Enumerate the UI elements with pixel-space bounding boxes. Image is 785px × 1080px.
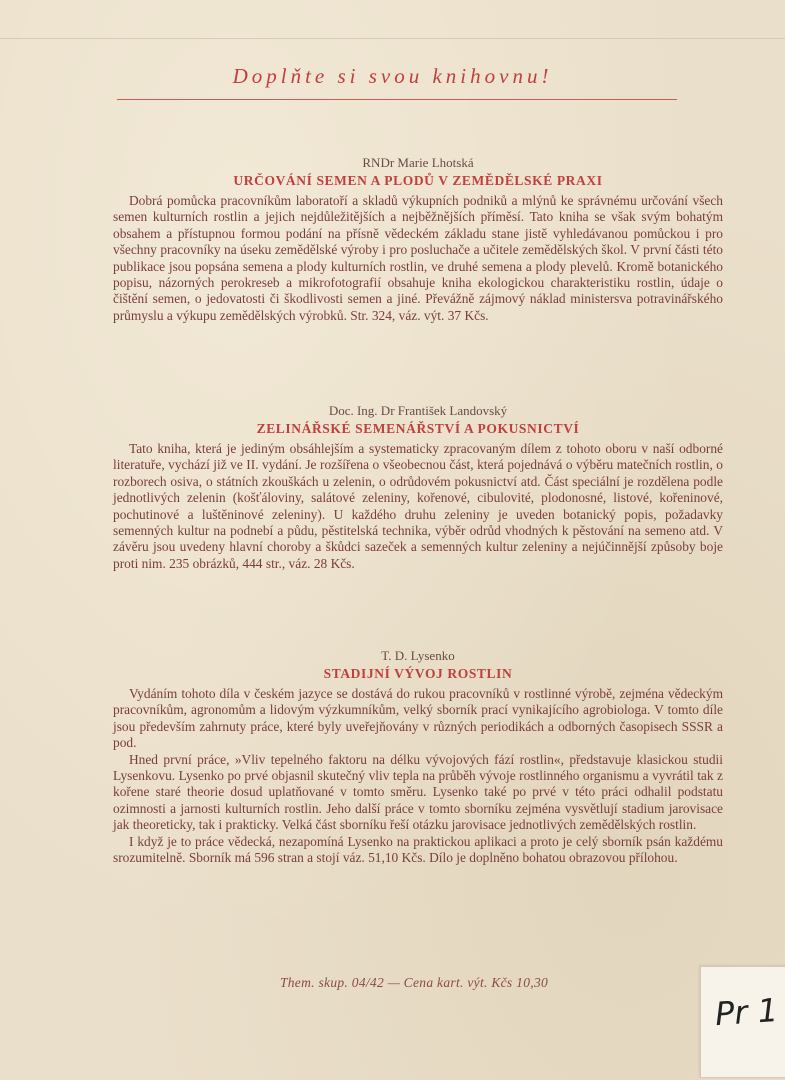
book-author: T. D. Lysenko	[381, 648, 455, 663]
header-divider	[117, 99, 677, 100]
book-description: I když je to práce vědecká, nezapomíná Lysenko na praktickou aplikaci a proto je celý sborník psán každému srozumitelně. Sborník má 596 stran a stojí váz. 51,10 Kčs. Dílo je doplněno bohatou obrazovou přílohou.	[113, 833, 723, 866]
price-footer: Them. skup. 04/42 — Cena kart. výt. Kčs 10,30	[279, 975, 549, 990]
book-entry-landovsky	[113, 403, 723, 572]
library-sticker	[700, 966, 785, 1078]
handwritten-shelf-mark: Pr 1	[713, 990, 780, 1034]
book-entry-lysenko	[113, 648, 723, 866]
book-author: Doc. Ing. Dr František Landovský	[328, 403, 508, 418]
book-description: Dobrá pomůcka pracovníkům laboratoří a skladů výkupních podniků a mlýnů ke správnému určování všech semen kulturních rostlin a jejich nejdůležitějších a nejběžnějších příměsí. Tato kniha se však svým bohatým obsahem a přístupnou formou podání na přísně vědeckém základu stane jistě vyhledávanou pomůckou i pro všechny pracovníky na úseku zemědělské výroby i pro posluchače a učitele zemědělských škol. V první části této publikace jsou popsána semena a plody kulturních rostlin, ve druhé semena a plody plevelů. Kromě botanického popisu, názorných perokreseb a mikrofotografií obsahuje kniha ekologickou charakteristiku rostlin, údaje o čištění semen, o jedovatosti či škodlivosti semen a jiné. Převážně zájmový náklad ministersva potravinářského průmyslu a výkupu zemědělských výrobků. Str. 324, váz. výt. 37 Kčs.	[113, 193, 723, 323]
book-title: URČOVÁNÍ SEMEN A PLODŮ V ZEMĚDĚLSKÉ PRAXI	[233, 173, 603, 188]
page-header: Doplňte si svou knihovnu!	[232, 64, 553, 88]
book-description: Hned první práce, »Vliv tepelného faktoru na délku vývojových fází rostlin«, představuje klasickou studii Lysenkovu. Lysenko po prvé objasnil skutečný vliv tepla na průběh vývoje rostlinného organismu a vyvrátil tak z kořene staré theorie dosud uplatňované v tomto směru. Lysenko také po prvé v této práci odhalil podstatu ozimnosti a jarnosti kulturních rostlin. Jeho další práce v tomto sborníku zejména vysvětlují stadium jarovisace jak theoreticky, tak i prakticky. Velká část sborníku řeší otázku jarovisace jednotlivých zemědělských rostlin.	[113, 751, 723, 833]
book-entry-lhotska	[113, 155, 723, 324]
book-description: Tato kniha, která je jediným obsáhlejším a systematicky zpracovaným dílem z tohoto oboru v naší odborné literatuře, vychází již ve II. vydání. Je rozšířena o všeobecnou část, která pojednává o výběru matečních rostlin, o rozborech osiva, o státních zkouškách u zelenin, o odrůdovém pokusnictví atd. Část speciální je rozdělena podle jednotlivých zelenin (košťáloviny, salátové zeleniny, kořenové, cibulovité, plodonosné, listové, kořeninové, pochutinové a luštěninové zeleniny). U každého druhu zeleniny je uveden botanický popis, požadavky semenných kultur na podnebí a půdu, pěstitelská technika, výběr odrůd vhodných k pěstování na semeno atd. V závěru jsou uvedeny hlavní choroby a škůdci sazeček a semenných kultur zeleniny a nejúčinnější způsoby boje proti nim. 235 obrázků, 444 str., váz. 28 Kčs.	[113, 441, 723, 571]
book-description: Vydáním tohoto díla v českém jazyce se dostává do rukou pracovníků v rostlinné výrobě, zejména vědeckým pracovníkům, agronomům a lidovým výzkumníkům, velký sborník prací vynikajícího agrobiologa. V tomto díle jsou především zahrnuty práce, které byly uveřejňovány v různých periodikách a odborných časopisech SSSR a pod.	[113, 686, 723, 751]
book-author: RNDr Marie Lhotská	[362, 155, 474, 170]
book-title: ZELINÁŘSKÉ SEMENÁŘSTVÍ A POKUSNICTVÍ	[256, 421, 580, 436]
book-title: STADIJNÍ VÝVOJ ROSTLIN	[323, 666, 513, 681]
top-divider	[0, 38, 785, 39]
